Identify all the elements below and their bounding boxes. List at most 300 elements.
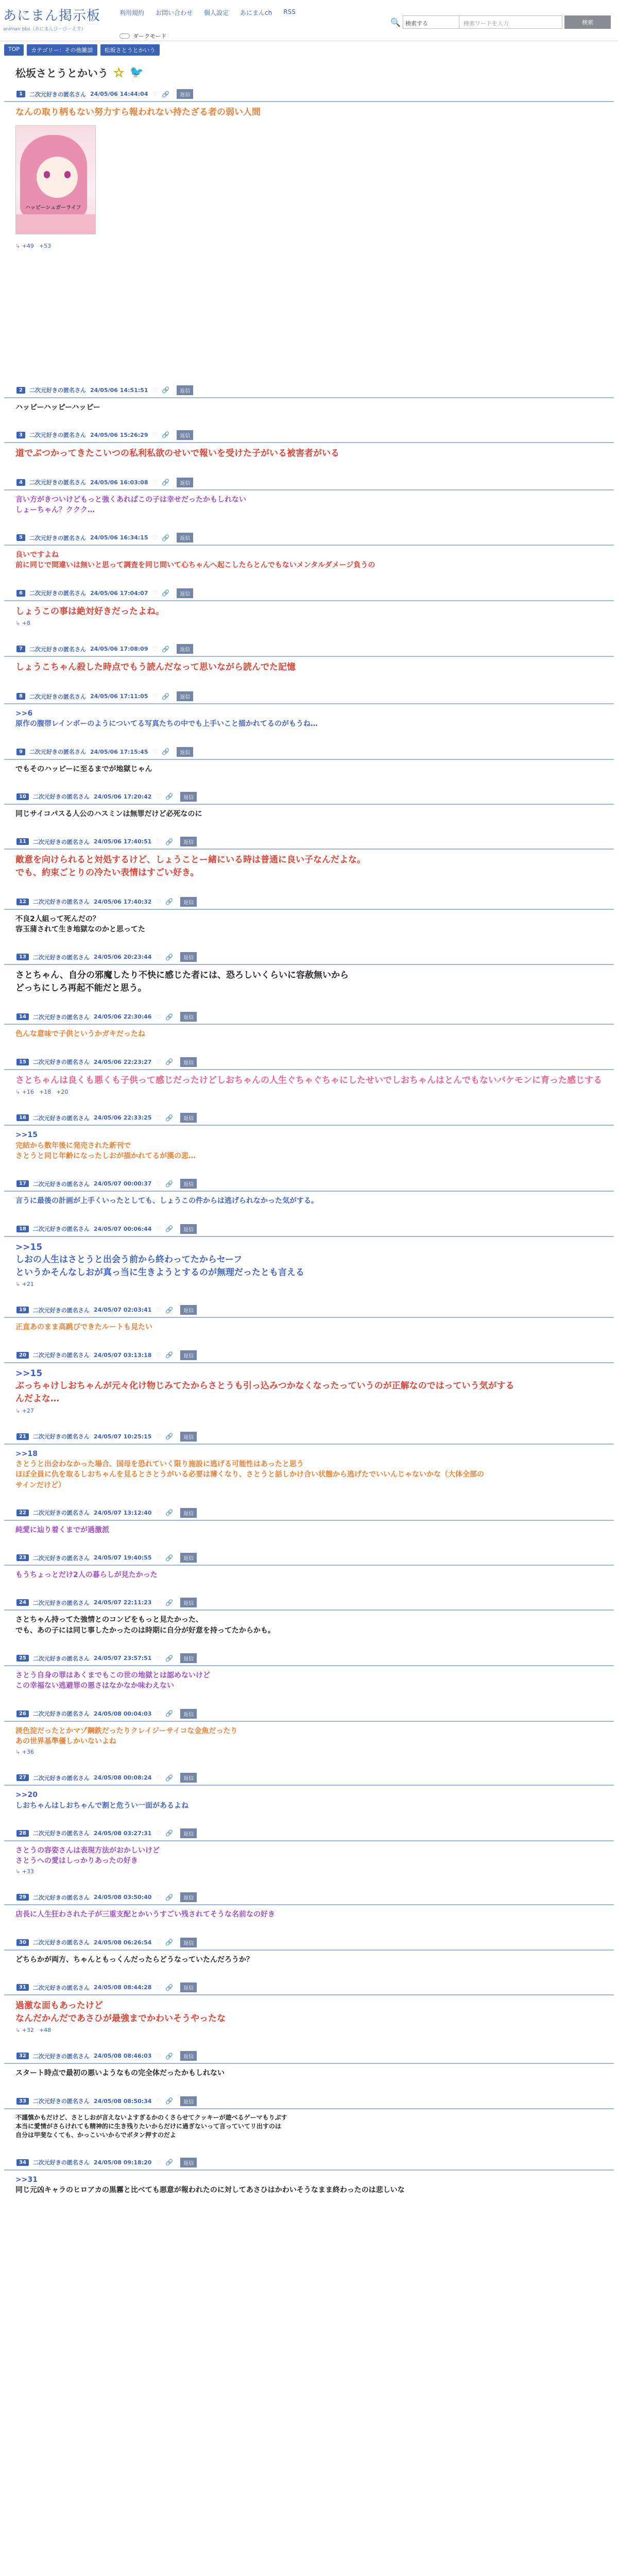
- good-icon[interactable]: ♡: [156, 1351, 162, 1359]
- reply-button[interactable]: 返信: [180, 1598, 197, 1607]
- post-date: 24/05/06 17:11:05: [90, 693, 148, 700]
- nav-rss[interactable]: RSS: [283, 8, 296, 15]
- link-icon[interactable]: 🔗: [165, 2052, 174, 2060]
- post-author: 二次元好きの匿名さん: [32, 954, 90, 961]
- post-meta: [4, 895, 614, 910]
- post-image[interactable]: [15, 125, 96, 234]
- reply-button[interactable]: 返信: [180, 952, 197, 962]
- post-line: でも、約束ごとりの冷たい表情はすごい好き。: [15, 867, 199, 878]
- good-icon[interactable]: ♡: [152, 589, 158, 597]
- logo-sub-text: animan bbs（あにまんびーびーえす）: [3, 27, 86, 32]
- post-number[interactable]: 14: [16, 1013, 29, 1020]
- post-body: [4, 850, 614, 879]
- good-icon[interactable]: ♡: [152, 90, 158, 98]
- good-icon[interactable]: ♡: [156, 1893, 162, 1901]
- post-meta: [4, 1890, 614, 1905]
- post-line: しょうこちゃん殺した時点でもう読んだなって思いながら読んでた記憶: [15, 662, 296, 673]
- search-scope-select[interactable]: 検索する: [403, 15, 459, 29]
- post-number[interactable]: 34: [16, 2159, 29, 2166]
- post-number[interactable]: 17: [16, 1180, 29, 1187]
- good-icon[interactable]: ♡: [152, 534, 158, 541]
- post-number[interactable]: 31: [16, 1984, 29, 1991]
- good-icon[interactable]: ♡: [156, 1225, 162, 1233]
- link-icon[interactable]: 🔗: [162, 479, 170, 486]
- post-meta: [4, 1936, 614, 1951]
- post-author: 二次元好きの匿名さん: [29, 91, 86, 98]
- post-line: ハッピーハッピーハッピー: [15, 403, 100, 412]
- good-icon[interactable]: ♡: [156, 953, 162, 961]
- post-item: [4, 950, 614, 994]
- reply-button[interactable]: 返信: [180, 837, 197, 846]
- reply-anchor-link[interactable]: >>18: [15, 1449, 38, 1458]
- post-body: [4, 398, 614, 413]
- good-icon[interactable]: ♡: [156, 1774, 162, 1782]
- post-author: 二次元好きの匿名さん: [32, 1433, 90, 1440]
- backlink[interactable]: +33: [22, 1868, 34, 1875]
- breadcrumb-top[interactable]: TOP: [4, 44, 24, 56]
- post-number[interactable]: 21: [16, 1433, 29, 1440]
- star-outline-icon[interactable]: ☆: [113, 65, 125, 80]
- reply-button[interactable]: 返信: [180, 1508, 197, 1518]
- post-date: 24/05/07 02:03:41: [93, 1307, 152, 1314]
- link-icon[interactable]: 🔗: [165, 1710, 174, 1718]
- post-line: どっちにしろ再起不能だと思う。: [15, 982, 147, 993]
- reply-button[interactable]: 返信: [180, 1709, 197, 1719]
- post-item: [4, 895, 614, 935]
- search-bar: [390, 15, 611, 29]
- post-date: 24/05/08 09:18:20: [93, 2159, 152, 2166]
- good-icon[interactable]: ♡: [152, 479, 158, 486]
- post-body: [4, 1722, 614, 1747]
- reply-anchor-link[interactable]: >>20: [15, 1791, 38, 1800]
- backlink[interactable]: +8: [22, 620, 30, 627]
- post-meta: [4, 1348, 614, 1363]
- post-author: 二次元好きの匿名さん: [32, 1894, 90, 1901]
- post-body: [4, 1666, 614, 1691]
- post-item: [4, 1010, 614, 1039]
- post-meta: [4, 2156, 614, 2171]
- backlink[interactable]: +27: [22, 1407, 34, 1414]
- post-meta: [4, 1055, 614, 1070]
- post-meta: [4, 476, 614, 490]
- post-date: 24/05/06 16:34:15: [90, 534, 148, 541]
- breadcrumb-thread[interactable]: 松坂さとうとかいう: [100, 44, 160, 56]
- link-icon[interactable]: 🔗: [162, 90, 170, 98]
- reply-button[interactable]: 返信: [177, 89, 193, 99]
- post-number[interactable]: 3: [16, 432, 25, 438]
- backlink[interactable]: +48: [39, 2027, 52, 2034]
- post-author: 二次元好きの匿名さん: [32, 1554, 90, 1562]
- search-input[interactable]: 検索ワードを入力: [459, 15, 562, 29]
- reply-button[interactable]: 返信: [180, 792, 197, 802]
- good-icon[interactable]: ♡: [156, 1829, 162, 1837]
- reply-button[interactable]: 返信: [180, 2051, 197, 2061]
- post-author: 二次元好きの匿名さん: [32, 899, 90, 906]
- post-line: スタート時点で最初の悪いようなもの完全体だったかもしれない: [15, 2069, 225, 2078]
- post-line: 敵意を向けられると対処するけど、しょうことー緒にいる時は普通に良い子なんだよな。: [15, 855, 366, 866]
- post-line: 言い方がきついけどもっと強くあればこの子は幸せだったかもしれない: [15, 495, 246, 504]
- post-author: 二次元好きの匿名さん: [32, 1939, 90, 1946]
- reply-button[interactable]: 返信: [177, 385, 193, 395]
- post-item: [4, 1551, 614, 1580]
- reply-button[interactable]: 返信: [177, 644, 193, 654]
- nav-settings[interactable]: 個人設定: [204, 9, 229, 16]
- link-icon[interactable]: 🔗: [162, 645, 170, 653]
- reply-button[interactable]: 返信: [177, 478, 193, 487]
- dark-mode-label: ダークモード: [133, 33, 167, 40]
- post-date: 24/05/07 22:11:23: [93, 1599, 152, 1606]
- search-button[interactable]: 検索: [564, 15, 611, 29]
- link-icon[interactable]: 🔗: [165, 1599, 174, 1606]
- reply-button[interactable]: 返信: [180, 1057, 197, 1067]
- post-date: 24/05/07 23:57:51: [93, 1655, 152, 1662]
- post-author: 二次元好きの匿名さん: [32, 793, 90, 801]
- link-icon[interactable]: 🔗: [162, 534, 170, 541]
- post-item: [4, 383, 614, 413]
- post-number[interactable]: 7: [16, 646, 25, 652]
- post-author: 二次元好きの匿名さん: [29, 749, 86, 756]
- post-body: [4, 1786, 614, 1811]
- post-number[interactable]: 29: [16, 1894, 29, 1901]
- post-item: [4, 1348, 614, 1414]
- reply-button[interactable]: 返信: [177, 533, 193, 543]
- link-icon[interactable]: 🔗: [165, 1225, 174, 1233]
- link-icon[interactable]: 🔗: [165, 1554, 174, 1562]
- post-list: [0, 87, 618, 2195]
- post-number[interactable]: 11: [16, 838, 29, 845]
- good-icon[interactable]: ♡: [156, 1433, 162, 1440]
- post-number[interactable]: 10: [16, 793, 29, 800]
- post-meta: [4, 1010, 614, 1025]
- link-icon[interactable]: 🔗: [165, 793, 174, 801]
- image-bottom-shape: [16, 214, 95, 234]
- post-meta: [4, 1222, 614, 1237]
- post-date: 24/05/06 17:40:51: [93, 838, 152, 845]
- post-backlinks: [4, 241, 614, 249]
- link-icon[interactable]: 🔗: [165, 1984, 174, 1991]
- post-body: [4, 601, 614, 618]
- post-number[interactable]: 12: [16, 899, 29, 905]
- link-icon[interactable]: 🔗: [162, 431, 170, 439]
- post-line: どちらかが両方、ちゃんともっくんだったらどうなっていたんだろうか？: [15, 1955, 253, 1964]
- thread-header: [0, 56, 618, 87]
- backlink[interactable]: +18: [39, 1089, 52, 1096]
- good-icon[interactable]: ♡: [156, 1984, 162, 1991]
- good-icon[interactable]: ♡: [156, 1654, 162, 1662]
- image-caption: ハッピーシュガーライフ: [25, 205, 81, 211]
- link-icon[interactable]: 🔗: [165, 1114, 174, 1122]
- post-number[interactable]: 15: [16, 1059, 29, 1065]
- post-number[interactable]: 6: [16, 590, 25, 597]
- reply-button[interactable]: 返信: [180, 1179, 197, 1189]
- post-author: 二次元好きの匿名さん: [32, 1352, 90, 1359]
- good-icon[interactable]: ♡: [156, 1554, 162, 1562]
- link-icon[interactable]: 🔗: [165, 1306, 174, 1314]
- post-number[interactable]: 28: [16, 1830, 29, 1837]
- post-number[interactable]: 13: [16, 954, 29, 960]
- reply-button[interactable]: 返信: [177, 588, 193, 598]
- reply-button[interactable]: 返信: [180, 1892, 197, 1902]
- post-number[interactable]: 23: [16, 1554, 29, 1561]
- good-icon[interactable]: ♡: [156, 2052, 162, 2060]
- post-number[interactable]: 8: [16, 693, 25, 700]
- link-icon[interactable]: 🔗: [165, 898, 174, 906]
- post-backlinks: [4, 1405, 614, 1414]
- search-icon: 🔍: [390, 17, 401, 27]
- backlink[interactable]: +20: [56, 1089, 68, 1096]
- post-line: しょーちゃん？ククク…: [15, 505, 95, 514]
- post-body: [4, 1841, 614, 1867]
- post-line: 純愛に辿り着くまでが過激派: [15, 1526, 109, 1534]
- post-body: [4, 1566, 614, 1580]
- reply-anchor-link[interactable]: >>15: [15, 1242, 43, 1252]
- post-number[interactable]: 19: [16, 1307, 29, 1313]
- post-body: [4, 1318, 614, 1332]
- good-icon[interactable]: ♡: [156, 1939, 162, 1946]
- good-icon[interactable]: ♡: [156, 1114, 162, 1122]
- post-date: 24/05/06 22:23:27: [93, 1058, 152, 1065]
- backlink[interactable]: +49: [22, 242, 34, 249]
- post-item: [4, 2094, 614, 2140]
- post-date: 24/05/06 17:40:32: [93, 898, 152, 905]
- post-line: あの世界基準優しかいないよね: [15, 1737, 116, 1745]
- link-icon[interactable]: 🔗: [162, 748, 170, 756]
- post-item: [4, 1707, 614, 1756]
- link-icon[interactable]: 🔗: [165, 1013, 174, 1021]
- post-number[interactable]: 26: [16, 1710, 29, 1717]
- good-icon[interactable]: ♡: [152, 431, 158, 439]
- link-icon[interactable]: 🔗: [165, 1774, 174, 1782]
- reply-button[interactable]: 返信: [180, 1305, 197, 1315]
- post-date: 24/05/06 20:23:44: [93, 954, 152, 961]
- backlink[interactable]: +36: [22, 1749, 34, 1756]
- post-line: この幸福ない逃避罪の悪さはなかなか味わえない: [15, 1682, 174, 1690]
- post-number[interactable]: 32: [16, 2053, 29, 2059]
- reply-button[interactable]: 返信: [180, 1938, 197, 1947]
- post-body: [4, 1363, 614, 1405]
- post-body: [4, 1611, 614, 1636]
- link-icon[interactable]: 🔗: [165, 1058, 174, 1066]
- reply-arrow-icon: ↳: [15, 1281, 22, 1288]
- reply-button[interactable]: 返信: [180, 2096, 197, 2106]
- post-item: [4, 1506, 614, 1535]
- post-author: 二次元好きの匿名さん: [32, 1710, 90, 1718]
- post-body: [4, 704, 614, 730]
- post-line: 色んな意味で子供というかガキだったね: [15, 1030, 145, 1039]
- site-logo[interactable]: [3, 5, 100, 32]
- post-author: 二次元好きの匿名さん: [32, 2053, 90, 2060]
- reply-button[interactable]: 返信: [180, 1653, 197, 1663]
- link-icon[interactable]: 🔗: [165, 1893, 174, 1901]
- reply-button[interactable]: 返信: [180, 1828, 197, 1838]
- good-icon[interactable]: ♡: [156, 1509, 162, 1517]
- post-number[interactable]: 20: [16, 1352, 29, 1359]
- nav-animanch[interactable]: あにまんch: [240, 9, 272, 16]
- link-icon[interactable]: 🔗: [162, 589, 170, 597]
- reply-button[interactable]: 返信: [180, 1982, 197, 1992]
- link-icon[interactable]: 🔗: [165, 2159, 174, 2166]
- post-date: 24/05/08 00:08:24: [93, 1774, 152, 1782]
- post-number[interactable]: 4: [16, 479, 25, 486]
- post-date: 24/05/08 06:26:54: [93, 1939, 152, 1946]
- post-author: 二次元好きの匿名さん: [32, 1013, 90, 1021]
- post-number[interactable]: 9: [16, 749, 25, 755]
- post-number[interactable]: 18: [16, 1226, 29, 1232]
- reply-button[interactable]: 返信: [180, 1224, 197, 1234]
- post-line: サインだけど）: [15, 1481, 66, 1489]
- post-date: 24/05/06 14:51:51: [90, 386, 148, 394]
- post-line: んだよな…: [15, 1394, 59, 1404]
- reply-button[interactable]: 返信: [177, 691, 193, 701]
- post-line: ほぼ全員に仇を取るしおちゃんを見るとさとうがいる必要は薄くなり、さとうと話しかけ合い状態から逃げたでいいんじゃないかな（大体全部の: [15, 1470, 484, 1479]
- good-icon[interactable]: ♡: [152, 748, 158, 756]
- post-author: 二次元好きの匿名さん: [29, 479, 86, 486]
- post-author: 二次元好きの匿名さん: [29, 646, 86, 653]
- nav-terms[interactable]: 利用規約: [119, 9, 145, 16]
- post-number[interactable]: 1: [16, 91, 25, 97]
- post-meta: [4, 1707, 614, 1722]
- post-date: 24/05/06 17:04:07: [90, 589, 148, 597]
- post-number[interactable]: 24: [16, 1599, 29, 1606]
- reply-anchor-link[interactable]: >>31: [15, 2175, 38, 2184]
- reply-button[interactable]: 返信: [180, 2158, 197, 2167]
- post-number[interactable]: 25: [16, 1655, 29, 1662]
- reply-button[interactable]: 返信: [177, 430, 193, 440]
- link-icon[interactable]: 🔗: [165, 1433, 174, 1440]
- reply-anchor-link[interactable]: >>15: [15, 1131, 38, 1140]
- backlink[interactable]: +32: [22, 2027, 34, 2034]
- post-date: 24/05/08 08:46:03: [93, 2053, 152, 2060]
- logo-main-text[interactable]: あにまん掲示板: [3, 8, 101, 24]
- post-meta: [4, 642, 614, 657]
- top-nav: [119, 8, 296, 17]
- good-icon[interactable]: ♡: [152, 692, 158, 700]
- post-line: 過激な面もあったけど: [15, 2001, 103, 2011]
- post-line: でも、あの子には同じ事したかったのは時期に自分が好意を持ってたからかも。: [15, 1626, 275, 1635]
- post-date: 24/05/07 03:13:18: [93, 1351, 152, 1359]
- post-date: 24/05/08 08:50:34: [93, 2097, 152, 2105]
- reply-button[interactable]: 返信: [180, 897, 197, 907]
- reply-button[interactable]: 返信: [180, 1553, 197, 1563]
- post-body: [4, 490, 614, 516]
- post-number[interactable]: 2: [16, 387, 25, 394]
- good-icon[interactable]: ♡: [156, 793, 162, 801]
- link-icon[interactable]: 🔗: [165, 1829, 174, 1837]
- post-meta: [4, 950, 614, 965]
- good-icon[interactable]: ♡: [156, 2159, 162, 2166]
- reply-button[interactable]: 返信: [177, 747, 193, 757]
- link-icon[interactable]: 🔗: [165, 953, 174, 961]
- post-number[interactable]: 30: [16, 1939, 29, 1946]
- site-header: [0, 0, 618, 41]
- post-number[interactable]: 27: [16, 1774, 29, 1781]
- post-number[interactable]: 5: [16, 534, 25, 541]
- post-item: [4, 1596, 614, 1636]
- post-author: 二次元好きの匿名さん: [32, 838, 90, 845]
- post-meta: [4, 1980, 614, 1995]
- post-body: [4, 1025, 614, 1039]
- post-line: 原作の腹帯レインボーのようについてる写真たちの中でも上手いこと描かれてるのがもうね…: [15, 720, 318, 728]
- reply-button[interactable]: 返信: [180, 1432, 197, 1442]
- post-body: [4, 1905, 614, 1920]
- breadcrumb-category[interactable]: カテゴリー：その他雑談: [27, 44, 97, 56]
- backlink[interactable]: +16: [22, 1089, 34, 1096]
- post-date: 24/05/07 10:25:15: [93, 1433, 152, 1440]
- post-line: 良いですよね: [15, 551, 59, 560]
- link-icon[interactable]: 🔗: [162, 386, 170, 394]
- backlink[interactable]: +21: [22, 1281, 34, 1288]
- reply-anchor-link[interactable]: >>6: [15, 709, 33, 718]
- reply-button[interactable]: 返信: [180, 1113, 197, 1123]
- good-icon[interactable]: ♡: [156, 2097, 162, 2105]
- twitter-bird-icon[interactable]: 🐦: [129, 66, 144, 79]
- post-number[interactable]: 33: [16, 2098, 29, 2105]
- good-icon[interactable]: ♡: [156, 1710, 162, 1718]
- post-line: 言うに最後の計画が上手くいったとしても、しょうこの件からは逃げられなかった気がする。: [15, 1197, 318, 1206]
- post-item: [4, 1177, 614, 1206]
- post-author: 二次元好きの匿名さん: [32, 1599, 90, 1606]
- post-number[interactable]: 22: [16, 1510, 29, 1516]
- post-line: 道でぶつかってきたこいつの私利私欲のせいで報いを受けた子がいる被害者がいる: [15, 448, 339, 459]
- post-meta: [4, 531, 614, 546]
- reply-arrow-icon: ↳: [15, 1089, 22, 1096]
- post-meta: [4, 1177, 614, 1192]
- post-meta: [4, 1826, 614, 1841]
- post-line: さとうの容姿さんは表現方法がおかしいけど: [15, 1846, 160, 1855]
- post-date: 24/05/08 03:27:31: [93, 1829, 152, 1837]
- good-icon[interactable]: ♡: [156, 1306, 162, 1314]
- reply-anchor-link[interactable]: >>15: [15, 1368, 43, 1379]
- image-face-shape: [37, 157, 78, 198]
- dark-mode-toggle[interactable]: [119, 32, 167, 40]
- reply-button[interactable]: 返信: [180, 1012, 197, 1022]
- good-icon[interactable]: ♡: [156, 1013, 162, 1021]
- post-item: [4, 2049, 614, 2078]
- link-icon[interactable]: 🔗: [165, 1509, 174, 1517]
- good-icon[interactable]: ♡: [156, 1599, 162, 1606]
- post-line: さとうへの愛はしっかりあったの好き: [15, 1857, 138, 1866]
- link-icon[interactable]: 🔗: [165, 838, 174, 845]
- link-icon[interactable]: 🔗: [162, 692, 170, 700]
- post-date: 24/05/07 00:06:44: [93, 1225, 152, 1232]
- nav-contact[interactable]: お問い合わせ: [156, 9, 193, 16]
- link-icon[interactable]: 🔗: [165, 2097, 174, 2105]
- good-icon[interactable]: ♡: [156, 1058, 162, 1066]
- link-icon[interactable]: 🔗: [165, 1939, 174, 1946]
- good-icon[interactable]: ♡: [152, 645, 158, 653]
- post-backlinks: [4, 618, 614, 626]
- toggle-switch-icon[interactable]: [119, 33, 130, 39]
- post-body: [4, 443, 614, 460]
- post-item: [4, 1651, 614, 1691]
- post-line: 不良2人組って死んだの？: [15, 914, 100, 923]
- post-item: [4, 428, 614, 460]
- post-body: [4, 2109, 614, 2140]
- post-meta: [4, 428, 614, 443]
- good-icon[interactable]: ♡: [156, 838, 162, 845]
- post-number[interactable]: 16: [16, 1114, 29, 1121]
- link-icon[interactable]: 🔗: [165, 1351, 174, 1359]
- reply-button[interactable]: 返信: [180, 1350, 197, 1360]
- good-icon[interactable]: ♡: [152, 386, 158, 394]
- good-icon[interactable]: ♡: [156, 898, 162, 906]
- backlink[interactable]: +53: [39, 242, 52, 249]
- reply-button[interactable]: 返信: [180, 1773, 197, 1783]
- good-icon[interactable]: ♡: [156, 1180, 162, 1188]
- link-icon[interactable]: 🔗: [165, 1180, 174, 1188]
- link-icon[interactable]: 🔗: [165, 1654, 174, 1662]
- post-line: しょうこの事は絶対好きだったよね。: [15, 606, 164, 617]
